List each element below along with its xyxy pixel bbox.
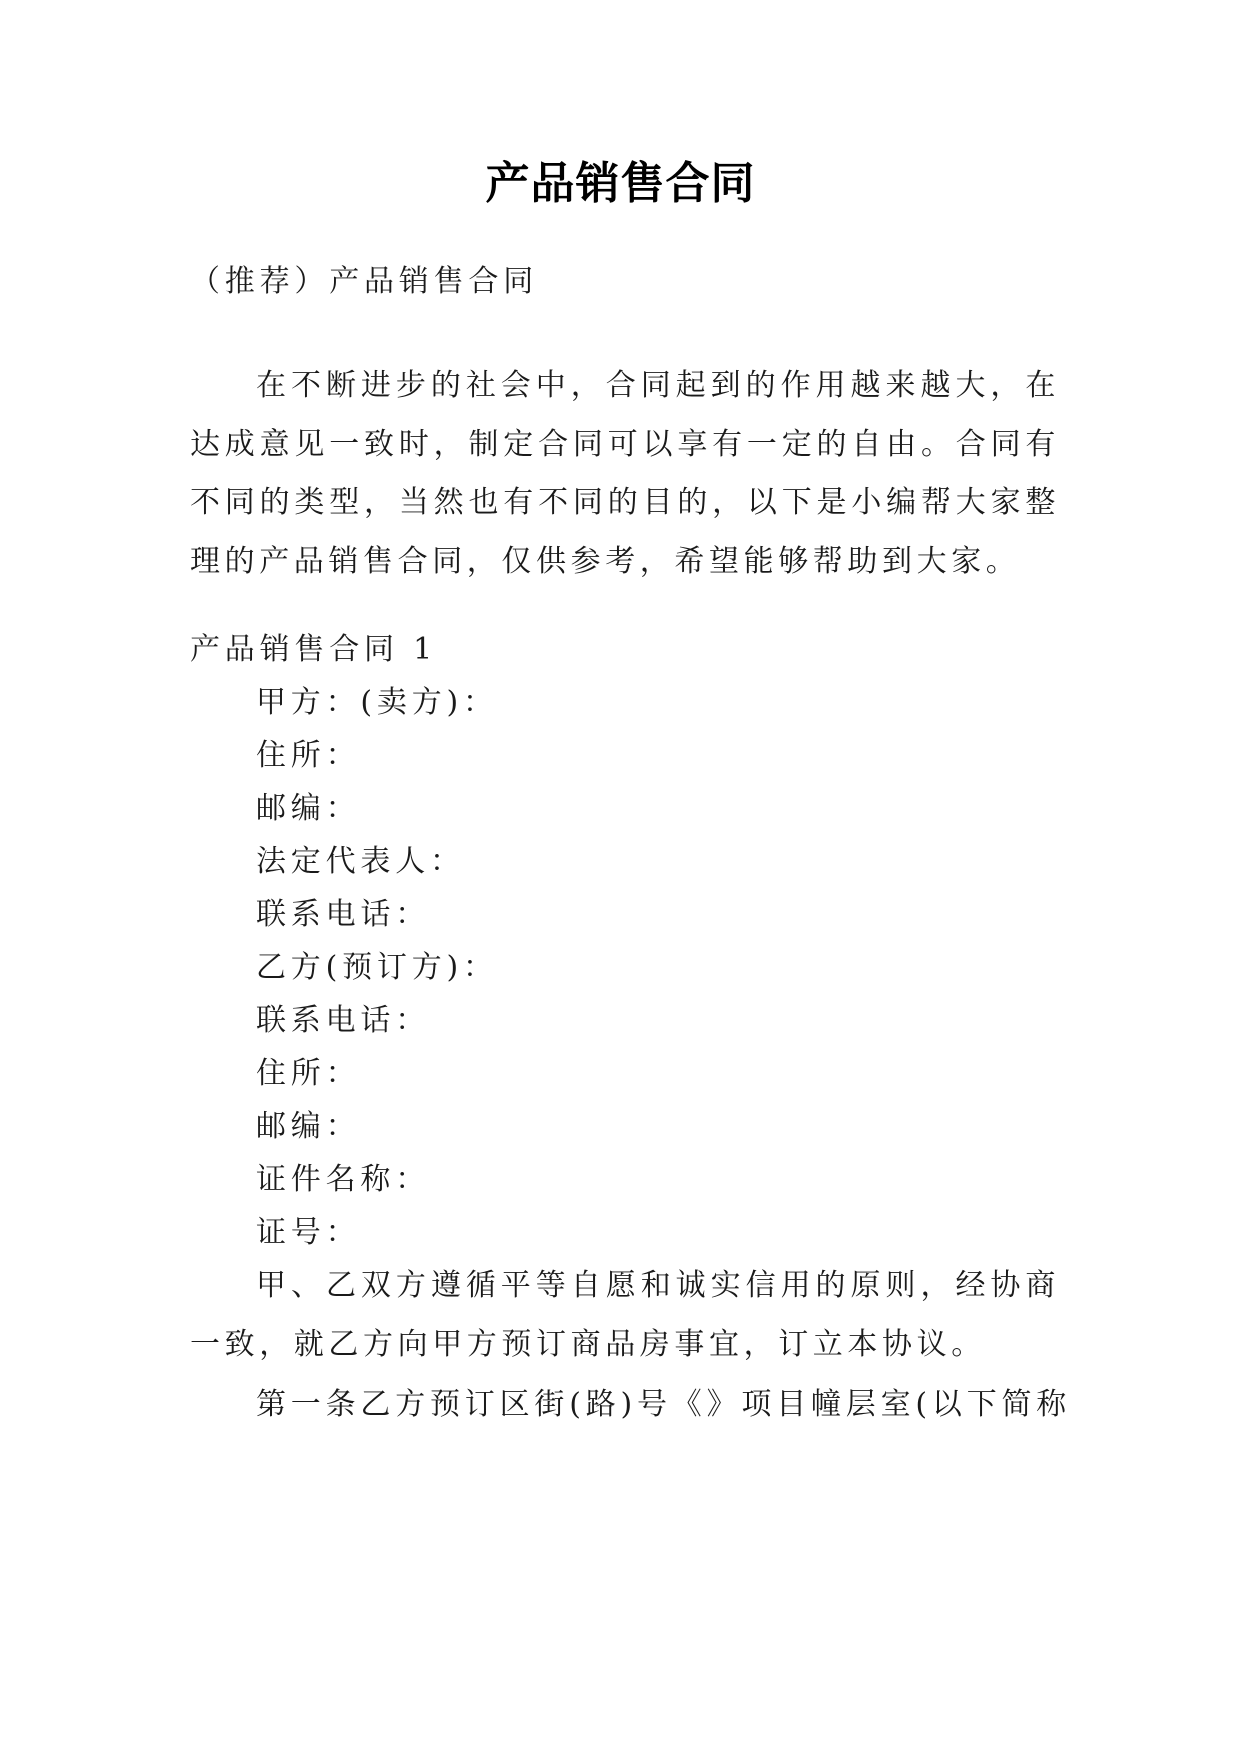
section-heading: 产品销售合同 1 bbox=[190, 632, 438, 667]
article-one-text: 第一条乙方预订区街(路)号《》项目幢层室(以下简称 bbox=[256, 1387, 1072, 1422]
agreement-paragraph: 甲、乙双方遵循平等自愿和诚实信用的原则，经协商一致，就乙方向甲方预订商品房事宜，订立本协议。 bbox=[190, 1268, 1060, 1362]
document-subtitle: （推荐）产品销售合同 bbox=[190, 264, 538, 299]
document-title: 产品销售合同 bbox=[485, 158, 756, 209]
intro-paragraph: 在不断进步的社会中，合同起到的作用越来越大，在达成意见一致时，制定合同可以享有一定的自由。合同有不同的类型，当然也有不同的目的，以下是小编帮大家整理的产品销售合同，仅供参考，希望能够帮助到大家。 bbox=[190, 368, 1060, 580]
field-buyer-address: 住所： bbox=[256, 1056, 361, 1091]
field-buyer-phone: 联系电话： bbox=[256, 1003, 430, 1038]
field-id-type: 证件名称： bbox=[256, 1162, 430, 1197]
field-id-number: 证号： bbox=[256, 1215, 361, 1250]
field-buyer: 乙方(预订方)： bbox=[256, 950, 498, 985]
field-seller-phone: 联系电话： bbox=[256, 897, 430, 932]
field-legal-representative: 法定代表人： bbox=[256, 844, 465, 879]
field-seller: 甲方：(卖方)： bbox=[256, 685, 498, 720]
field-seller-postcode: 邮编： bbox=[256, 791, 361, 826]
field-buyer-postcode: 邮编： bbox=[256, 1109, 361, 1144]
field-seller-address: 住所： bbox=[256, 738, 361, 773]
